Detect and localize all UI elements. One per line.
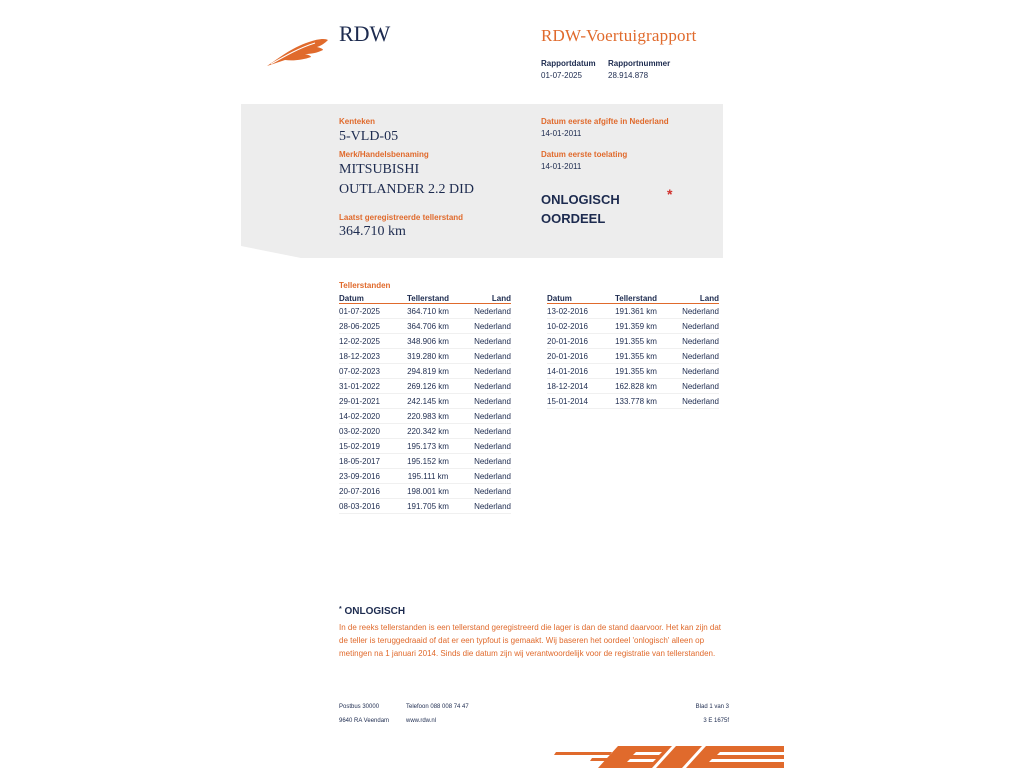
table-row xyxy=(339,499,511,514)
reading-land: Nederland xyxy=(665,379,719,394)
readings-title: Tellerstanden xyxy=(339,281,391,290)
report-title: RDW-Voertuigrapport xyxy=(541,26,697,45)
plate-label: Kenteken xyxy=(339,117,376,126)
reading-km: 191.705 km xyxy=(399,499,457,514)
table-row xyxy=(339,469,511,484)
reading-km: 242.145 km xyxy=(399,394,457,409)
reading-date: 08-03-2016 xyxy=(339,499,399,514)
reading-km: 195.152 km xyxy=(399,454,457,469)
reading-date: 14-01-2016 xyxy=(547,364,607,379)
reading-land: Nederland xyxy=(665,319,719,334)
table-row xyxy=(339,424,511,439)
report-number-label: Rapportnummer xyxy=(608,59,671,68)
table-row xyxy=(547,394,719,409)
feather-logo-icon xyxy=(265,34,329,68)
reading-date: 20-01-2016 xyxy=(547,334,607,349)
reading-date: 20-01-2016 xyxy=(547,349,607,364)
col-km-header: Tellerstand xyxy=(399,292,457,304)
footnote-marker: * xyxy=(339,606,342,613)
footer-code: 3 E 1675f xyxy=(703,718,729,724)
footer-page-number: Blad 1 van 3 xyxy=(695,704,729,710)
reading-km: 364.710 km xyxy=(399,304,457,319)
footer-phone: Telefoon 088 008 74 47 xyxy=(406,704,469,710)
readings-table-left xyxy=(339,292,511,514)
table-row xyxy=(547,379,719,394)
brand-name: RDW xyxy=(339,21,391,46)
table-row xyxy=(547,349,719,364)
reading-km: 162.828 km xyxy=(607,379,665,394)
reading-date: 07-02-2023 xyxy=(339,364,399,379)
make-line1: MITSUBISHI xyxy=(339,162,420,177)
report-date-label: Rapportdatum xyxy=(541,59,596,68)
table-row xyxy=(547,364,719,379)
readings-body-right xyxy=(547,304,719,409)
table-row xyxy=(339,319,511,334)
reading-km: 319.280 km xyxy=(399,349,457,364)
table-row xyxy=(339,454,511,469)
reading-km: 191.355 km xyxy=(607,364,665,379)
make-label: Merk/Handelsbenaming xyxy=(339,150,429,159)
reading-km: 133.778 km xyxy=(607,394,665,409)
table-header-row xyxy=(339,292,511,304)
table-row xyxy=(339,349,511,364)
reading-date: 18-05-2017 xyxy=(339,454,399,469)
verdict: ONLOGISCH OORDEEL xyxy=(541,192,620,226)
reading-km: 220.342 km xyxy=(399,424,457,439)
reading-date: 29-01-2021 xyxy=(339,394,399,409)
reading-km: 195.173 km xyxy=(399,439,457,454)
reading-land: Nederland xyxy=(665,364,719,379)
table-row xyxy=(547,304,719,319)
table-row xyxy=(339,364,511,379)
reading-km: 195.111 km xyxy=(399,469,457,484)
reading-land: Nederland xyxy=(457,394,511,409)
first-issue-nl-value: 14-01-2011 xyxy=(541,129,582,138)
vehicle-panel xyxy=(241,104,723,258)
reading-land: Nederland xyxy=(665,334,719,349)
reading-land: Nederland xyxy=(457,469,511,484)
reading-km: 198.001 km xyxy=(399,484,457,499)
readings-body-left xyxy=(339,304,511,514)
col-date-header: Datum xyxy=(547,292,607,304)
footnote-title-text: ONLOGISCH xyxy=(344,606,406,617)
reading-date: 13-02-2016 xyxy=(547,304,607,319)
table-header-row xyxy=(547,292,719,304)
panel-corner-cut xyxy=(241,246,301,258)
reading-land: Nederland xyxy=(457,499,511,514)
reading-land: Nederland xyxy=(665,394,719,409)
table-row xyxy=(339,439,511,454)
reading-km: 294.819 km xyxy=(399,364,457,379)
reading-land: Nederland xyxy=(457,319,511,334)
first-issue-nl-label: Datum eerste afgifte in Nederland xyxy=(541,117,669,126)
reading-date: 31-01-2022 xyxy=(339,379,399,394)
reading-km: 269.126 km xyxy=(399,379,457,394)
col-land-header: Land xyxy=(457,292,511,304)
reading-land: Nederland xyxy=(457,424,511,439)
reading-land: Nederland xyxy=(457,349,511,364)
verdict-marker: * xyxy=(667,186,673,202)
reading-date: 10-02-2016 xyxy=(547,319,607,334)
first-admission-value: 14-01-2011 xyxy=(541,162,582,171)
table-row xyxy=(339,304,511,319)
reading-land: Nederland xyxy=(457,409,511,424)
reading-km: 191.359 km xyxy=(607,319,665,334)
footnote-text: In de reeks tellerstanden is een tellerstand geregistreerd die lager is dan de stand daarvoor. Het kan zijn dat de teller is teruggedraaid of dat er een typfout is gemaakt. Wij baseren het oordeel 'onlogisch' alleen op metingen na 1 januari 2014. Sinds die datum zijn wij verantwoordelijk voor de registratie van tellerstanden. xyxy=(339,623,722,658)
table-row xyxy=(339,379,511,394)
reading-land: Nederland xyxy=(457,484,511,499)
reading-km: 191.361 km xyxy=(607,304,665,319)
reading-land: Nederland xyxy=(457,364,511,379)
col-date-header: Datum xyxy=(339,292,399,304)
make-line2: OUTLANDER 2.2 DID xyxy=(339,182,474,197)
table-row xyxy=(547,319,719,334)
reading-km: 220.983 km xyxy=(399,409,457,424)
odometer-label: Laatst geregistreerde tellerstand xyxy=(339,213,464,222)
reading-km: 191.355 km xyxy=(607,334,665,349)
reading-date: 23-09-2016 xyxy=(339,469,399,484)
table-row xyxy=(339,394,511,409)
table-row xyxy=(339,484,511,499)
reading-date: 18-12-2014 xyxy=(547,379,607,394)
reading-date: 01-07-2025 xyxy=(339,304,399,319)
reading-land: Nederland xyxy=(457,439,511,454)
footer-web-link[interactable]: www.rdw.nl xyxy=(406,718,437,724)
reading-date: 18-12-2023 xyxy=(339,349,399,364)
footnote-title xyxy=(339,606,405,617)
reading-date: 03-02-2020 xyxy=(339,424,399,439)
plate-value: 5-VLD-05 xyxy=(339,129,399,144)
table-row xyxy=(547,334,719,349)
first-admission-label: Datum eerste toelating xyxy=(541,150,628,159)
footer-address-1: Postbus 30000 xyxy=(339,704,380,710)
reading-km: 191.355 km xyxy=(607,349,665,364)
table-row xyxy=(339,409,511,424)
reading-date: 14-02-2020 xyxy=(339,409,399,424)
footer-address-2: 9640 RA Veendam xyxy=(339,718,390,724)
reading-date: 12-02-2025 xyxy=(339,334,399,349)
reading-date: 15-02-2019 xyxy=(339,439,399,454)
reading-land: Nederland xyxy=(665,304,719,319)
reading-km: 364.706 km xyxy=(399,319,457,334)
reading-land: Nederland xyxy=(457,334,511,349)
readings-table-right xyxy=(547,292,719,409)
reading-date: 28-06-2025 xyxy=(339,319,399,334)
reading-date: 15-01-2014 xyxy=(547,394,607,409)
table-row xyxy=(339,334,511,349)
reading-land: Nederland xyxy=(457,454,511,469)
odometer-value: 364.710 km xyxy=(339,224,406,239)
report-date: 01-07-2025 xyxy=(541,71,582,80)
reading-land: Nederland xyxy=(457,379,511,394)
reading-land: Nederland xyxy=(665,349,719,364)
col-land-header: Land xyxy=(665,292,719,304)
col-km-header: Tellerstand xyxy=(607,292,665,304)
report-number: 28.914.878 xyxy=(608,71,649,80)
decorative-stripes-icon xyxy=(552,744,784,768)
reading-land: Nederland xyxy=(457,304,511,319)
reading-km: 348.906 km xyxy=(399,334,457,349)
reading-date: 20-07-2016 xyxy=(339,484,399,499)
